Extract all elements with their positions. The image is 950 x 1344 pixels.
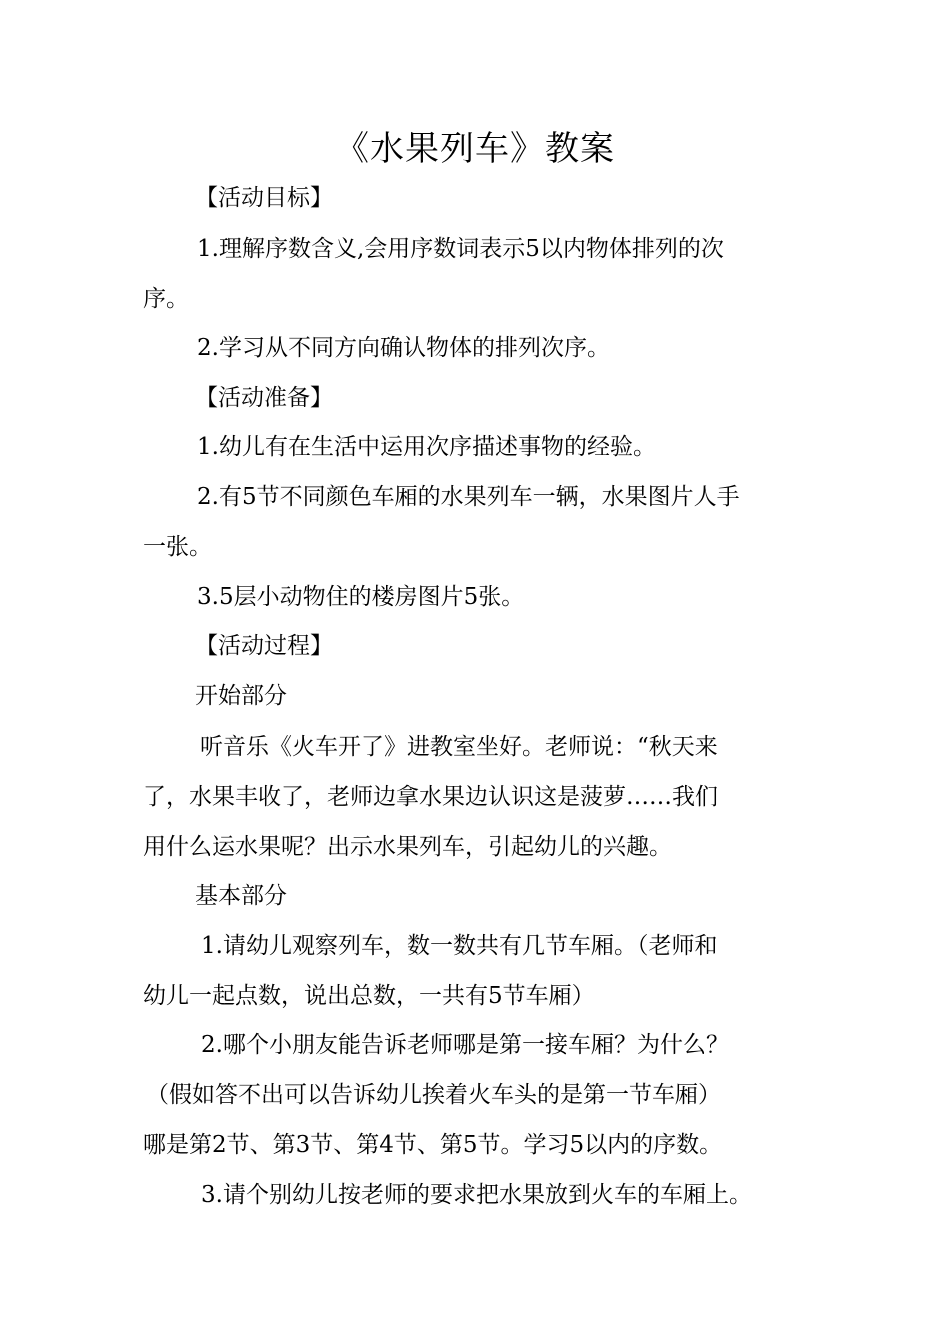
subheading-basic: 基本部分	[195, 883, 287, 909]
subheading-opening: 开始部分	[195, 683, 287, 709]
text-line: 哪是第2节、第3节、第4节、第5节。学习5以内的序数。	[143, 1132, 723, 1158]
text-line: 听音乐《火车开了》进教室坐好。老师说：“秋天来	[200, 734, 718, 760]
page-title: 《水果列车》教案	[335, 129, 615, 169]
text-line: （假如答不出可以告诉幼儿挨着火车头的是第一节车厢）	[146, 1082, 721, 1108]
text-line: 幼儿一起点数，说出总数，一共有5节车厢）	[143, 983, 595, 1009]
text-line: 1.请幼儿观察列车，数一数共有几节车厢。（老师和	[201, 933, 718, 959]
text-line: 2.有5节不同颜色车厢的水果列车一辆，水果图片人手	[197, 484, 740, 510]
section-heading-goals: 【活动目标】	[195, 185, 333, 211]
section-heading-process: 【活动过程】	[195, 633, 333, 659]
text-line: 2.学习从不同方向确认物体的排列次序。	[197, 335, 610, 361]
section-heading-preparation: 【活动准备】	[195, 385, 333, 411]
text-line: 序。	[143, 286, 189, 312]
text-line: 1.理解序数含义,会用序数词表示5以内物体排列的次	[197, 236, 724, 262]
text-line: 2.哪个小朋友能告诉老师哪是第一接车厢？为什么？	[201, 1032, 729, 1058]
text-line: 3.5层小动物住的楼房图片5张。	[197, 584, 525, 610]
text-line: 用什么运水果呢？出示水果列车，引起幼儿的兴趣。	[143, 834, 672, 860]
text-line: 一张。	[143, 534, 212, 560]
text-line: 了，水果丰收了，老师边拿水果边认识这是菠萝……我们	[143, 784, 718, 810]
text-line: 3.请个别幼儿按老师的要求把水果放到火车的车厢上。	[201, 1182, 752, 1208]
text-line: 1.幼儿有在生活中运用次序描述事物的经验。	[197, 434, 656, 460]
